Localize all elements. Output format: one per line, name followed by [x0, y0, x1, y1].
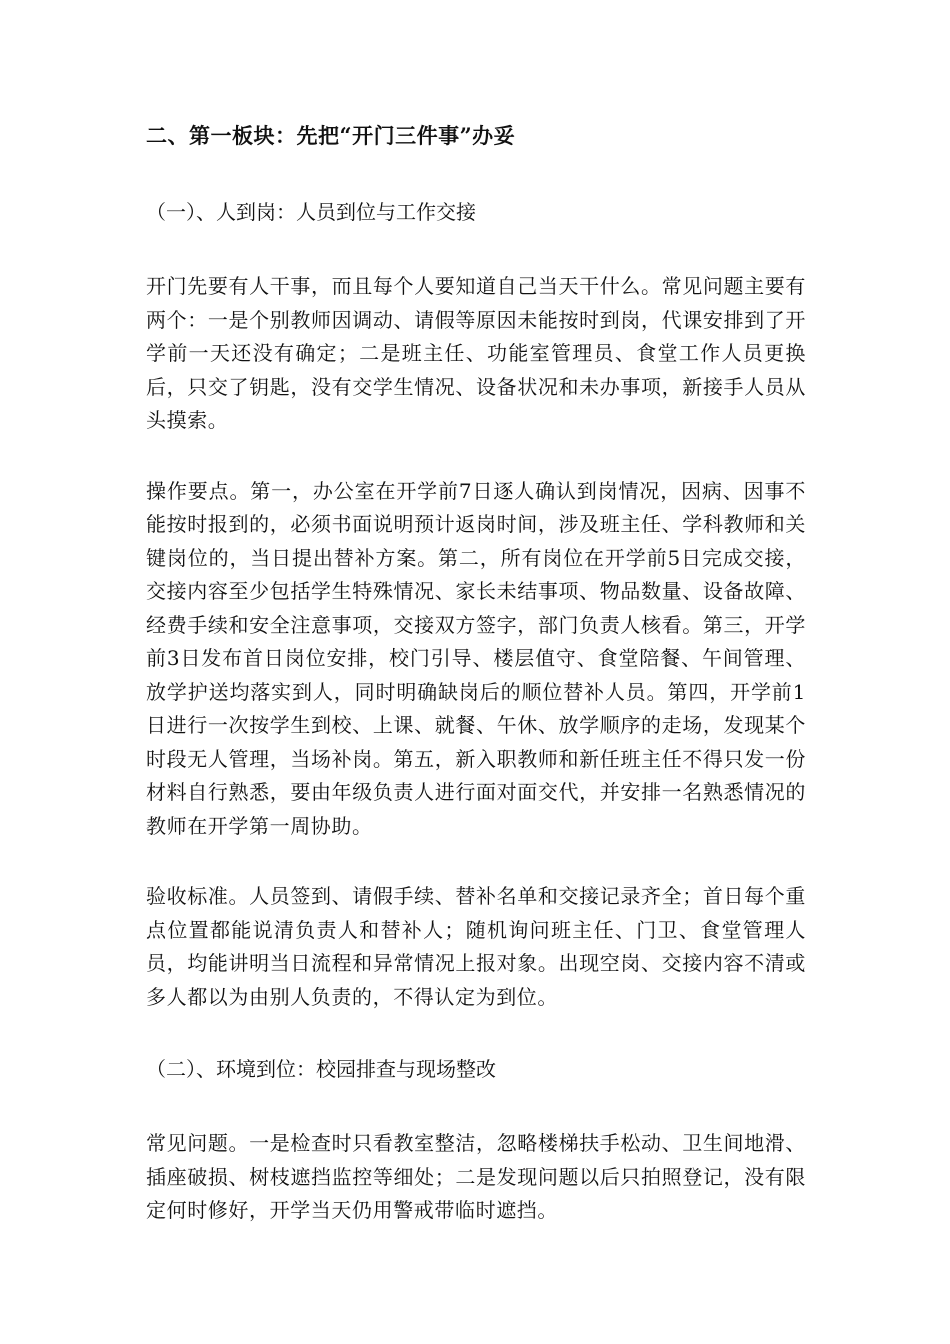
document-page: [146, 118, 806, 1265]
paragraph-environment-problems: 常见问题。一是检查时只看教室整洁，忽略楼梯扶手松动、卫生间地滑、插座破损、树枝遮挡监控等细处；二是发现问题以后只拍照登记，没有限定何时修好，开学当天仍用警戒带临时遮挡。: [146, 1131, 806, 1222]
paragraph-operation-points: 操作要点。第一，办公室在开学前7日逐人确认到岗情况，因病、因事不能按时报到的，必须书面说明预计返岗时间，涉及班主任、学科教师和关键岗位的，当日提出替补方案。第二，所有岗位在开学前5日完成交接，交接内容至少包括学生特殊情况、家长未结事项、物品数量、设备故障、经费手续和安全注意事项，交接双方签字，部门负责人核看。第三，开学前3日发布首日岗位安排，校门引导、楼层值守、食堂陪餐、午间管理、放学护送均落实到人，同时明确缺岗后的顺位替补人员。第四，开学前1日进行一次按学生到校、上课、就餐、午休、放学顺序的走场，发现某个时段无人管理，当场补岗。第五，新入职教师和新任班主任不得只发一份材料自行熟悉，要由年级负责人进行面对面交代，并安排一名熟悉情况的教师在开学第一周协助。: [146, 478, 806, 838]
section-heading: 二、第一板块：先把“开门三件事”办妥: [146, 123, 516, 148]
subsection-title-personnel: （一）、人到岗：人员到位与工作交接: [146, 200, 476, 224]
paragraph-acceptance-standard: 验收标准。人员签到、请假手续、替补名单和交接记录齐全；首日每个重点位置都能说清负责人和替补人；随机询问班主任、门卫、食堂管理人员，均能讲明当日流程和异常情况上报对象。出现空岗、交接内容不清或多人都以为由别人负责的，不得认定为到位。: [146, 884, 806, 1009]
paragraph-common-problems: 开门先要有人干事，而且每个人要知道自己当天干什么。常见问题主要有两个：一是个别教师因调动、请假等原因未能按时到岗，代课安排到了开学前一天还没有确定；二是班主任、功能室管理员、食堂工作人员更换后，只交了钥匙，没有交学生情况、设备状况和未办事项，新接手人员从头摸索。: [146, 274, 806, 432]
subsection-title-environment: （二）、环境到位：校园排查与现场整改: [146, 1057, 496, 1081]
